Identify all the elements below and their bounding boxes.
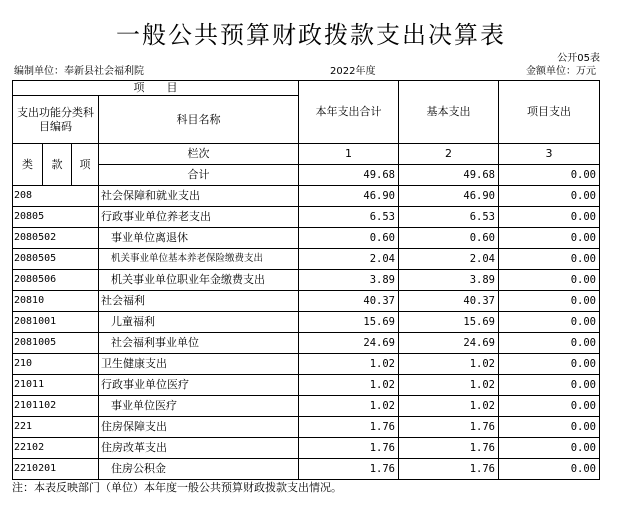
table-row	[13, 312, 600, 333]
table-row	[13, 459, 600, 480]
total-label: 合计	[99, 165, 299, 186]
row-total: 6.53	[299, 207, 399, 228]
header-row-1	[13, 81, 600, 96]
row-project: 0.00	[499, 438, 600, 459]
header-col-1: 1	[299, 144, 399, 165]
row-project: 0.00	[499, 207, 600, 228]
row-total: 24.69	[299, 333, 399, 354]
compiling-unit: 编制单位：奉新县社会福利院	[14, 66, 144, 77]
table-row	[13, 228, 600, 249]
row-basic: 24.69	[399, 333, 499, 354]
row-total: 15.69	[299, 312, 399, 333]
table-row	[13, 291, 600, 312]
row-project: 0.00	[499, 459, 600, 480]
row-total: 2.04	[299, 249, 399, 270]
row-basic: 3.89	[399, 270, 499, 291]
row-project: 0.00	[499, 270, 600, 291]
row-basic: 2.04	[399, 249, 499, 270]
header-item: 项 目	[13, 81, 299, 96]
report-year: 2022年度	[330, 66, 376, 77]
report-meta	[12, 66, 596, 78]
header-col-2: 2	[399, 144, 499, 165]
row-total: 3.89	[299, 270, 399, 291]
report-title: 一般公共预算财政拨款支出决算表	[116, 21, 506, 49]
header-col-seq: 栏次	[99, 144, 299, 165]
row-project: 0.00	[499, 375, 600, 396]
row-subject-name: 卫生健康支出	[99, 354, 299, 375]
row-subject-name: 社会福利	[99, 291, 299, 312]
table-row	[13, 270, 600, 291]
row-subject-name: 机关事业单位基本养老保险缴费支出	[99, 249, 299, 270]
header-row-3	[13, 144, 600, 165]
row-code: 2101102	[13, 396, 99, 417]
row-subject-name: 住房保障支出	[99, 417, 299, 438]
row-project: 0.00	[499, 249, 600, 270]
table-row	[13, 186, 600, 207]
row-subject-name: 机关事业单位职业年金缴费支出	[99, 270, 299, 291]
table-note: 注：本表反映部门（单位）本年度一般公共预算财政拨款支出情况。	[12, 481, 342, 494]
row-basic: 1.02	[399, 396, 499, 417]
total-project: 0.00	[499, 165, 600, 186]
table-row	[13, 396, 600, 417]
row-basic: 1.76	[399, 438, 499, 459]
row-subject-name: 事业单位离退休	[99, 228, 299, 249]
row-project: 0.00	[499, 291, 600, 312]
row-project: 0.00	[499, 417, 600, 438]
row-basic: 1.76	[399, 417, 499, 438]
row-total: 1.02	[299, 375, 399, 396]
row-subject-name: 社会福利事业单位	[99, 333, 299, 354]
row-total: 0.60	[299, 228, 399, 249]
expenditure-table	[12, 80, 600, 480]
total-basic: 49.68	[399, 165, 499, 186]
table-row	[13, 333, 600, 354]
row-code: 2081005	[13, 333, 99, 354]
row-project: 0.00	[499, 186, 600, 207]
row-code: 20805	[13, 207, 99, 228]
table-row	[13, 375, 600, 396]
header-subject-name: 科目名称	[99, 96, 299, 144]
row-code: 2081001	[13, 312, 99, 333]
row-code: 2080505	[13, 249, 99, 270]
row-subject-name: 社会保障和就业支出	[99, 186, 299, 207]
row-code: 208	[13, 186, 99, 207]
amount-unit: 金额单位：万元	[526, 66, 596, 77]
row-project: 0.00	[499, 312, 600, 333]
form-number: 公开05表	[557, 53, 600, 64]
header-basic: 基本支出	[399, 81, 499, 144]
row-total: 1.76	[299, 438, 399, 459]
row-total: 46.90	[299, 186, 399, 207]
row-code: 2080502	[13, 228, 99, 249]
row-total: 1.76	[299, 459, 399, 480]
row-project: 0.00	[499, 396, 600, 417]
row-basic: 15.69	[399, 312, 499, 333]
row-code: 221	[13, 417, 99, 438]
row-total: 1.02	[299, 396, 399, 417]
row-total: 1.76	[299, 417, 399, 438]
row-subject-name: 行政事业单位医疗	[99, 375, 299, 396]
table-row	[13, 438, 600, 459]
row-code: 2210201	[13, 459, 99, 480]
header-total: 本年支出合计	[299, 81, 399, 144]
row-project: 0.00	[499, 354, 600, 375]
total-row	[13, 165, 600, 186]
row-project: 0.00	[499, 228, 600, 249]
row-basic: 1.02	[399, 375, 499, 396]
header-lei: 类	[13, 144, 43, 186]
row-code: 21011	[13, 375, 99, 396]
table-row	[13, 207, 600, 228]
row-code: 22102	[13, 438, 99, 459]
row-basic: 0.60	[399, 228, 499, 249]
row-project: 0.00	[499, 333, 600, 354]
row-total: 40.37	[299, 291, 399, 312]
row-basic: 1.76	[399, 459, 499, 480]
row-total: 1.02	[299, 354, 399, 375]
row-code: 20810	[13, 291, 99, 312]
header-col-3: 3	[499, 144, 600, 165]
row-basic: 40.37	[399, 291, 499, 312]
row-subject-name: 儿童福利	[99, 312, 299, 333]
header-project: 项目支出	[499, 81, 600, 144]
row-subject-name: 住房改革支出	[99, 438, 299, 459]
row-basic: 6.53	[399, 207, 499, 228]
table-row	[13, 354, 600, 375]
row-subject-name: 住房公积金	[99, 459, 299, 480]
header-kuan: 款	[43, 144, 72, 186]
row-basic: 1.02	[399, 354, 499, 375]
row-subject-name: 行政事业单位养老支出	[99, 207, 299, 228]
header-func-code: 支出功能分类科目编码	[13, 96, 99, 144]
total-amount: 49.68	[299, 165, 399, 186]
row-code: 210	[13, 354, 99, 375]
row-basic: 46.90	[399, 186, 499, 207]
table-row	[13, 249, 600, 270]
table-row	[13, 417, 600, 438]
row-code: 2080506	[13, 270, 99, 291]
row-subject-name: 事业单位医疗	[99, 396, 299, 417]
header-xiang: 项	[72, 144, 99, 186]
